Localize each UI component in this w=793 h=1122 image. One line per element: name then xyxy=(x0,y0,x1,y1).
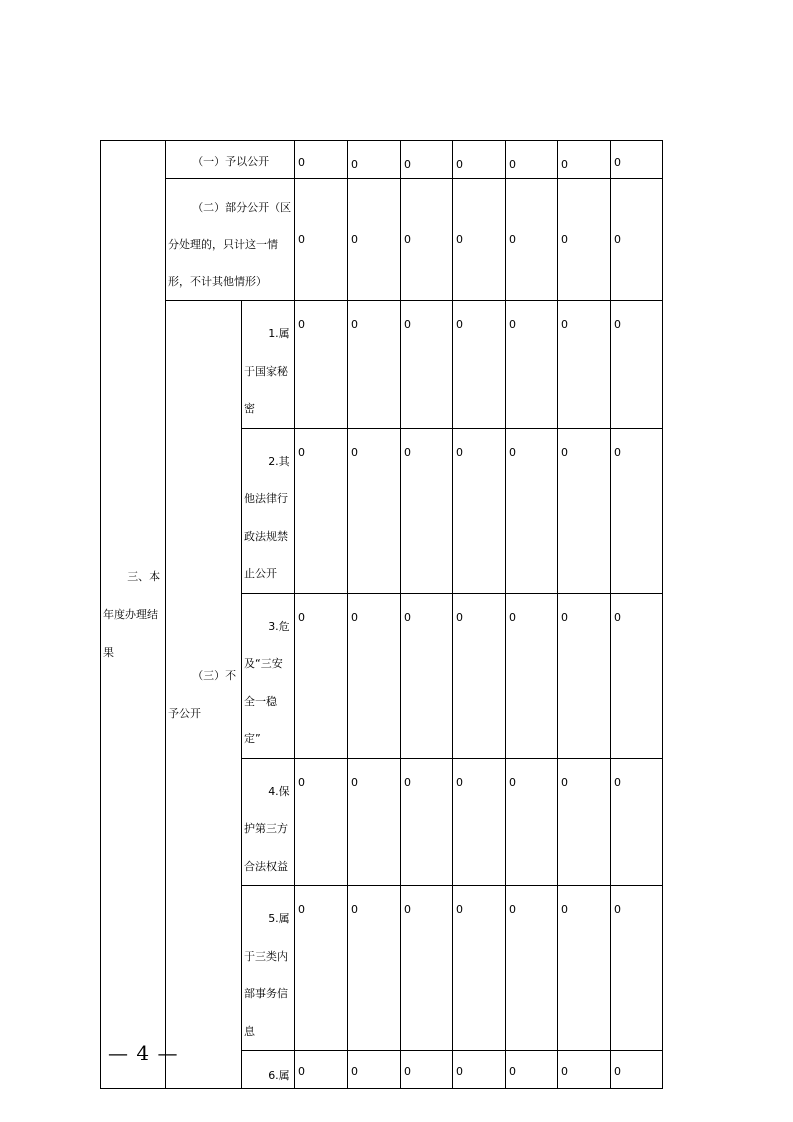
table-row xyxy=(101,179,663,301)
cell-value: 0 xyxy=(611,593,663,758)
cell-value: 0 xyxy=(506,886,558,1051)
table-row xyxy=(101,141,663,179)
disclosure-results-table xyxy=(100,140,663,1089)
cell-value: 0 xyxy=(348,1051,401,1089)
subrow-label: 5.属于三类内部事务信息 xyxy=(242,886,295,1051)
cell-value: 0 xyxy=(453,886,506,1051)
cell-value: 0 xyxy=(348,141,401,179)
cell-value: 0 xyxy=(558,141,611,179)
cell-value: 0 xyxy=(611,758,663,886)
cell-value: 0 xyxy=(611,301,663,429)
cell-value: 0 xyxy=(558,593,611,758)
cell-value: 0 xyxy=(453,141,506,179)
cell-value: 0 xyxy=(348,886,401,1051)
subrow-label: 6.属 xyxy=(242,1051,295,1089)
cell-value: 0 xyxy=(611,1051,663,1089)
cell-value: 0 xyxy=(295,179,348,301)
cell-value: 0 xyxy=(558,886,611,1051)
cell-value: 0 xyxy=(348,428,401,593)
subrow-label: 3.危及“三安全一稳定” xyxy=(242,593,295,758)
cell-value: 0 xyxy=(506,758,558,886)
cell-value: 0 xyxy=(401,179,453,301)
cell-value: 0 xyxy=(611,886,663,1051)
cell-value: 0 xyxy=(295,428,348,593)
group-label: （三）不予公开 xyxy=(166,301,242,1089)
cell-value: 0 xyxy=(558,1051,611,1089)
cell-value: 0 xyxy=(401,141,453,179)
cell-value: 0 xyxy=(348,179,401,301)
cell-value: 0 xyxy=(295,301,348,429)
cell-value: 0 xyxy=(506,141,558,179)
cell-value: 0 xyxy=(348,301,401,429)
cell-value: 0 xyxy=(506,593,558,758)
cell-value: 0 xyxy=(401,428,453,593)
cell-value: 0 xyxy=(453,301,506,429)
cell-value: 0 xyxy=(401,301,453,429)
cell-value: 0 xyxy=(611,179,663,301)
cell-value: 0 xyxy=(295,593,348,758)
cell-value: 0 xyxy=(558,428,611,593)
row-label: （一）予以公开 xyxy=(166,141,295,179)
cell-value: 0 xyxy=(453,179,506,301)
cell-value: 0 xyxy=(401,758,453,886)
cell-value: 0 xyxy=(453,758,506,886)
cell-value: 0 xyxy=(453,593,506,758)
subrow-label: 4.保护第三方合法权益 xyxy=(242,758,295,886)
cell-value: 0 xyxy=(401,886,453,1051)
table-row xyxy=(101,301,663,429)
page-number: — 4 — xyxy=(108,1041,179,1065)
cell-value: 0 xyxy=(506,1051,558,1089)
cell-value: 0 xyxy=(401,593,453,758)
cell-value: 0 xyxy=(401,1051,453,1089)
cell-value: 0 xyxy=(558,301,611,429)
subrow-label: 2.其他法律行政法规禁止公开 xyxy=(242,428,295,593)
cell-value: 0 xyxy=(506,179,558,301)
cell-value: 0 xyxy=(506,428,558,593)
cell-value: 0 xyxy=(453,428,506,593)
row-label: （二）部分公开（区分处理的，只计这一情形，不计其他情形） xyxy=(166,179,295,301)
cell-value: 0 xyxy=(611,141,663,179)
cell-value: 0 xyxy=(295,758,348,886)
section-label: 三、本年度办理结果 xyxy=(101,141,166,1089)
cell-value: 0 xyxy=(611,428,663,593)
cell-value: 0 xyxy=(348,593,401,758)
cell-value: 0 xyxy=(558,179,611,301)
subrow-label: 1.属于国家秘密 xyxy=(242,301,295,429)
cell-value: 0 xyxy=(295,1051,348,1089)
cell-value: 0 xyxy=(506,301,558,429)
cell-value: 0 xyxy=(453,1051,506,1089)
cell-value: 0 xyxy=(558,758,611,886)
cell-value: 0 xyxy=(348,758,401,886)
cell-value: 0 xyxy=(295,886,348,1051)
cell-value: 0 xyxy=(295,141,348,179)
